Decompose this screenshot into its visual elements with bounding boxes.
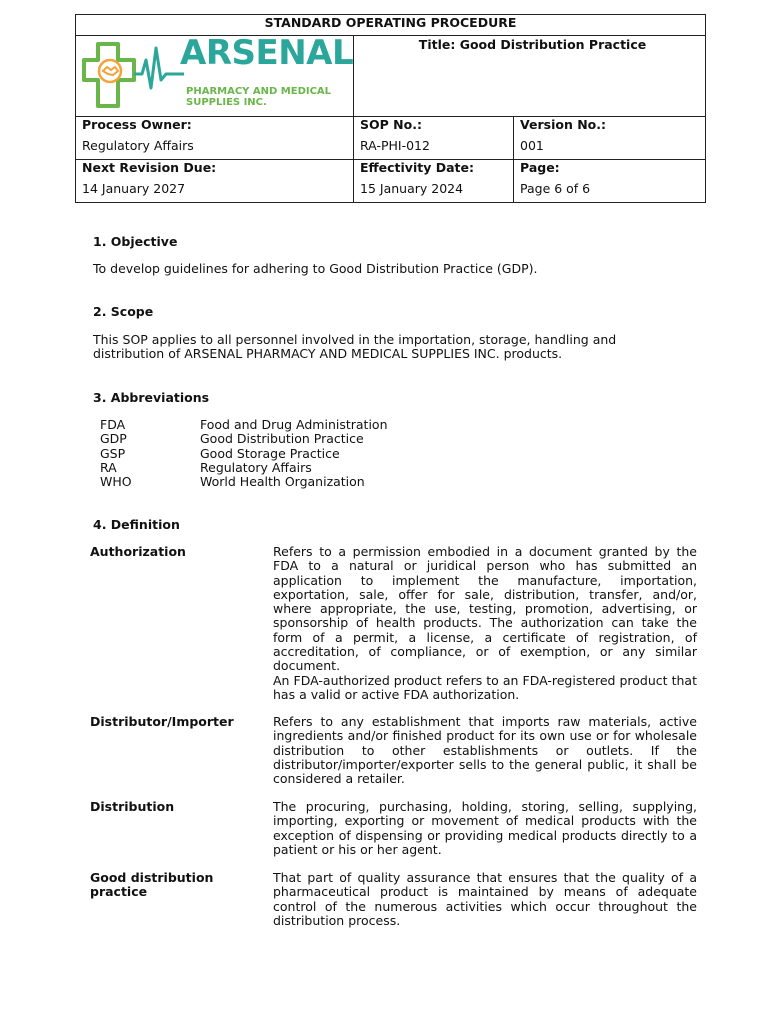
effectivity-value: 15 January 2024 <box>360 181 464 196</box>
page-cell <box>514 160 706 203</box>
definition-term: Distributor/Importer <box>90 714 234 729</box>
next-revision-cell <box>76 160 354 203</box>
page-label: Page: <box>520 160 560 175</box>
effectivity-label: Effectivity Date: <box>360 160 474 175</box>
definition-term: Authorization <box>90 544 186 559</box>
list-item: GDP Good Distribution Practice <box>100 431 364 447</box>
sop-title: STANDARD OPERATING PROCEDURE <box>76 15 706 36</box>
definition-term: Good distribution practice <box>90 870 214 900</box>
cross-heartbeat-icon <box>80 40 190 112</box>
process-owner-cell <box>76 117 354 160</box>
process-owner-label: Process Owner: <box>82 117 192 132</box>
page-value: Page 6 of 6 <box>520 181 591 196</box>
version-cell <box>514 117 706 160</box>
document-title: Title: Good Distribution Practice <box>354 36 706 117</box>
logo-brand-text: ARSENAL <box>180 33 354 73</box>
logo-subtitle: PHARMACY AND MEDICAL SUPPLIES INC. <box>186 86 332 108</box>
definition-term: Distribution <box>90 799 175 814</box>
next-revision-label: Next Revision Due: <box>82 160 217 175</box>
sop-no-value: RA-PHI-012 <box>360 138 430 153</box>
version-label: Version No.: <box>520 117 606 132</box>
abbreviations-list <box>100 418 388 489</box>
list-item: WHO World Health Organization <box>100 474 365 490</box>
effectivity-cell <box>354 160 514 203</box>
list-item: FDA Food and Drug Administration <box>100 417 388 432</box>
definition-text: That part of quality assurance that ensures that the quality of a pharmaceutical product is maintained by means of adequate control of the numerous activities which occur throughout the distribution process. <box>273 870 697 928</box>
scope-heading: 2. Scope <box>93 304 154 319</box>
list-item: RA Regulatory Affairs <box>100 459 312 475</box>
definition-heading: 4. Definition <box>93 517 180 532</box>
definition-text: Refers to a permission embodied in a document granted by the FDA to a natural or juridical person who has submitted an application to implement the manufacture, importation, exportation, sale, offer for sale, distribution, transfer, and/or, where appropriate, the use, testing, promotion, advertising, or sponsorship of health products. The authorization can take the form of a permit, a license, a certificate of registration, of accreditation, of compliance, or of exemption, or any similar document. An FDA-authorized product refers to an FDA-registered product that has a valid or active FDA authorization. <box>273 544 697 702</box>
objective-text: To develop guidelines for adhering to Good Distribution Practice (GDP). <box>93 261 538 276</box>
definition-text: Refers to any establishment that imports raw materials, active ingredients and/or finished product for its own use or for wholesale distribution to other establishments or outlets. If the distributor/importer/exporter sells to the general public, it shall be considered a retailer. <box>273 714 697 787</box>
abbreviations-heading: 3. Abbreviations <box>93 390 210 405</box>
sop-no-label: SOP No.: <box>360 117 422 132</box>
arsenal-logo <box>76 33 356 116</box>
logo-cell <box>76 33 354 117</box>
scope-text: This SOP applies to all personnel involved in the importation, storage, handling and distribution of ARSENAL PHARMACY AND MEDICAL SUPPLIES INC. products. <box>93 332 617 362</box>
next-revision-value: 14 January 2027 <box>82 181 186 196</box>
sop-header-table <box>75 14 706 203</box>
process-owner-value: Regulatory Affairs <box>82 138 194 153</box>
objective-heading: 1. Objective <box>93 234 178 249</box>
definition-text: The procuring, purchasing, holding, storing, selling, supplying, importing, exporting or movement of medical products with the exception of dispensing or providing medical products directly to a patient or his or her agent. <box>273 799 697 857</box>
list-item: GSP Good Storage Practice <box>100 445 340 461</box>
sop-no-cell <box>354 117 514 160</box>
version-value: 001 <box>520 138 544 153</box>
